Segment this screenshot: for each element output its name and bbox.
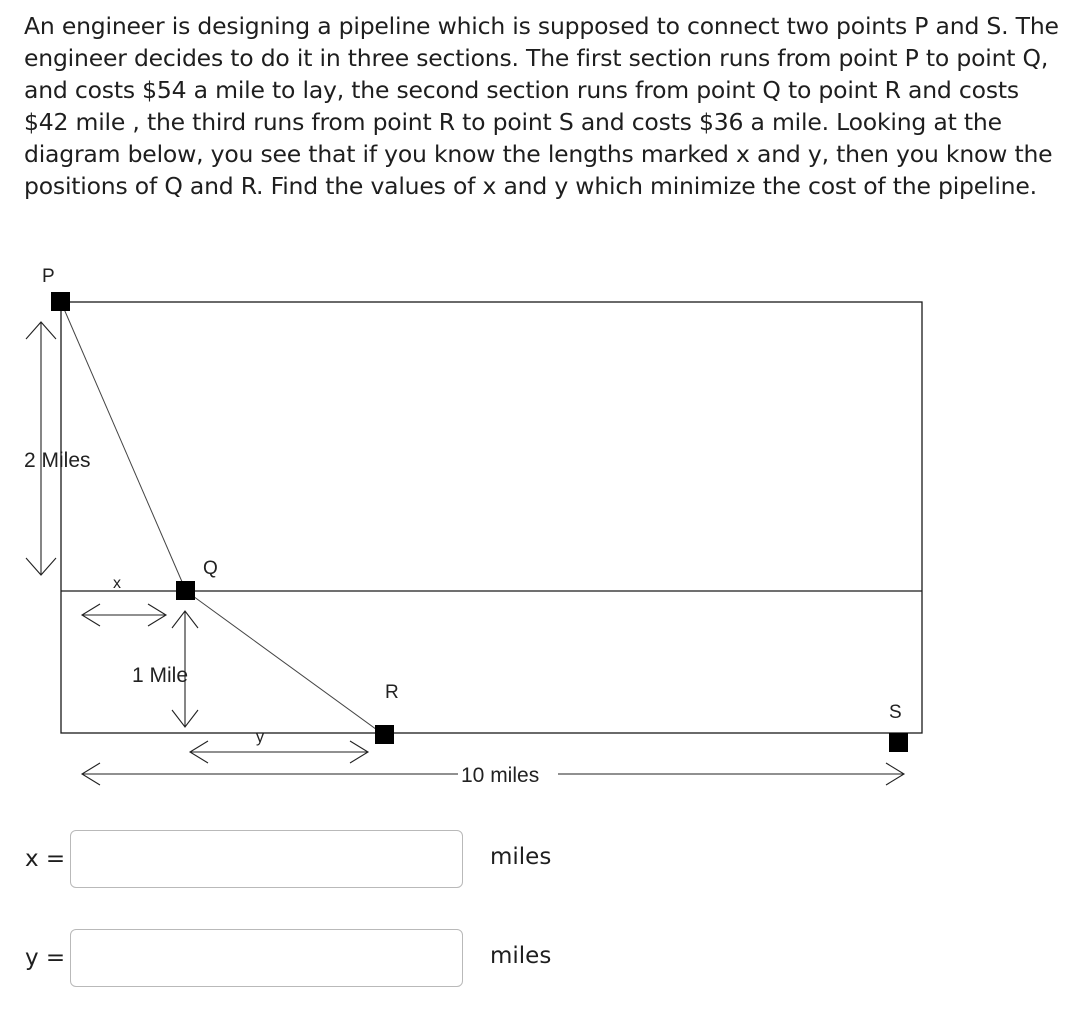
label-point-q: Q [203,558,218,579]
x-answer-input[interactable] [70,830,463,888]
dimension-x [82,604,166,626]
pipe-segment-pq [61,302,186,591]
label-2-miles: 2 Miles [24,449,91,472]
answer-row-x [0,830,1066,892]
answer-row-y [0,929,1066,991]
label-point-p: P [42,266,55,287]
label-point-s: S [889,702,902,723]
label-10-miles: 10 miles [461,764,540,787]
y-equals-label: y = [25,945,66,971]
y-answer-input[interactable] [70,929,463,987]
label-1-mile: 1 Mile [132,664,189,687]
label-x: x [113,575,121,592]
y-unit-label: miles [490,943,552,969]
dimension-y [190,741,368,763]
x-unit-label: miles [490,844,552,870]
label-point-r: R [385,682,399,703]
point-q-marker [176,581,195,600]
point-r-marker [375,725,394,744]
x-equals-label: x = [25,846,66,872]
region-outline [61,302,922,733]
pipe-segment-qr [186,591,384,735]
point-s-marker [889,733,908,752]
problem-statement: An engineer is designing a pipeline which is supposed to connect two points P and S. The engineer decides to do it in three sections. The first section runs from point P to point Q, and costs $54 a mile to lay, the second section runs from point Q to point R and costs $42 mile , the third runs from point R to point S and costs $36 a mile. Looking at the diagram below, you see that if you know the lengths marked x and y, then you know the positions of Q and R. Find the values of x and y which minimize the cost of the pipeline. [24,12,1059,200]
label-y: y [256,729,264,746]
point-p-marker [51,292,70,311]
